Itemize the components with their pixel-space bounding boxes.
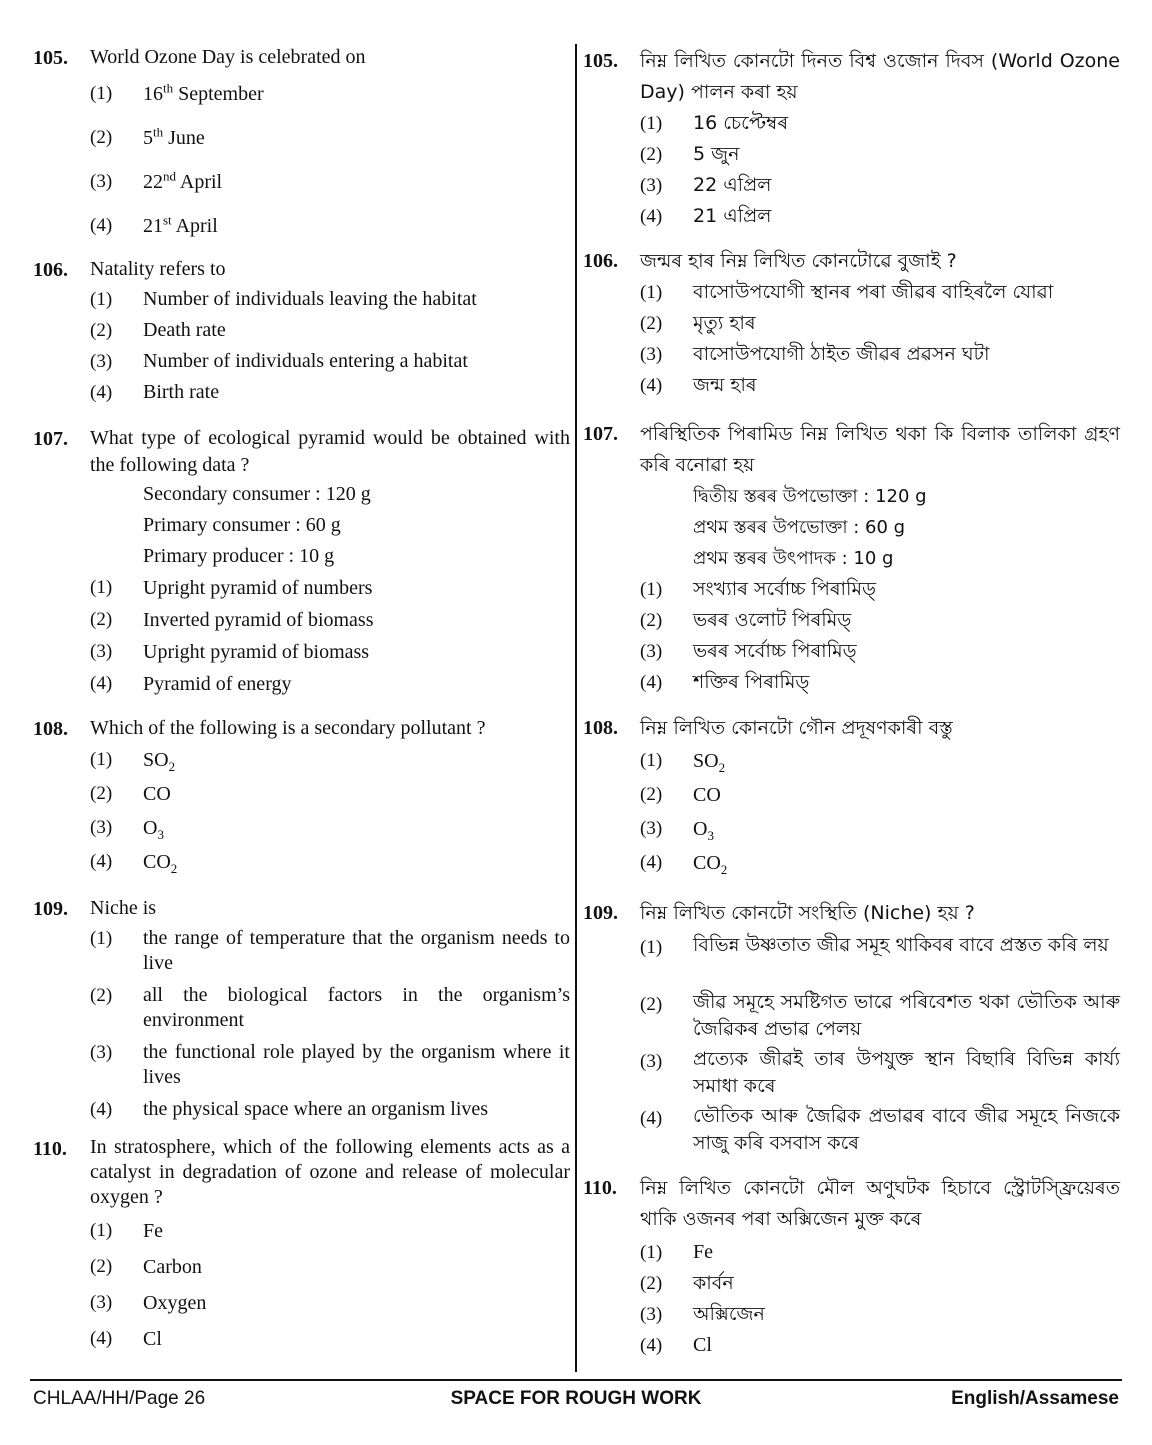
question-number: 105. <box>33 47 68 69</box>
question-number: 107. <box>33 428 68 450</box>
language-label: English/Assamese <box>951 1388 1119 1409</box>
assamese-column <box>583 44 1120 1378</box>
option: (4) জন্ম হাৰ <box>640 374 757 396</box>
question-number: 108. <box>33 718 68 740</box>
question-number: 106. <box>33 259 68 281</box>
option: (2) জীৱ সমূহে সমষ্টিগত ভাৱে পৰিবেশত থকা ভৌতিক আৰু জৈৱিকৰ প্ৰভাৱ পেলয় <box>640 991 1120 1040</box>
question-105 <box>33 44 570 248</box>
option: (3) $O_3$ <box>640 818 714 843</box>
option: (3) Number of individuals entering a habitat <box>90 350 468 372</box>
question-number: 109. <box>33 898 68 920</box>
option: (3) Oxygen <box>90 1292 207 1314</box>
question-text: World Ozone Day is celebrated on <box>90 46 366 68</box>
option: (4) ভৌতিক আৰু জৈৱিক প্ৰভাৱৰ বাবে জীৱ সমূহে নিজকে সাজু কৰি বসবাস কৰে <box>640 1105 1120 1154</box>
data-line: Primary consumer : 60 g <box>143 514 341 536</box>
option: (4) $CO_2$ <box>90 851 178 876</box>
question-text: নিম্ন লিখিত কোনটো দিনত বিশ্ব ওজোন দিবস (World Ozone Day) পালন কৰা হয় <box>640 50 1120 103</box>
option: (1) সংখ্যাৰ সৰ্বোচ্চ পিৰামিড্ <box>640 578 877 600</box>
question-107-assamese <box>583 419 1120 698</box>
option: (2) Carbon <box>90 1256 202 1278</box>
option: (1) 16th September <box>90 80 264 105</box>
option: (2) 5th June <box>90 124 205 149</box>
option: (1) $SO_2$ <box>90 749 176 774</box>
question-108-assamese <box>583 713 1120 880</box>
question-number: 105. <box>583 50 618 72</box>
data-line: প্ৰথম স্তৰৰ উপভোক্তা : 60 g <box>693 517 906 538</box>
option: (1) $SO_2$ <box>640 750 726 775</box>
question-text: নিম্ন লিখিত কোনটো মৌল অণুঘটক হিচাবে স্ট্ৰোটস্ফ্ৰিয়েৰত থাকি ওজনৰ পৰা অক্সিজেন মুক্ত কৰে <box>640 1177 1120 1230</box>
option: (1) Number of individuals leaving the habitat <box>90 288 477 310</box>
question-text: Natality refers to <box>90 258 226 280</box>
english-column <box>33 44 570 1374</box>
question-108 <box>33 715 570 879</box>
question-107 <box>33 425 570 700</box>
option: (1) Fe <box>640 1241 713 1263</box>
option: (2) CO <box>90 783 171 805</box>
footer-rule <box>30 1379 1122 1381</box>
option: (2) ভৰৰ ওলোট পিৰমিড্ <box>640 609 852 631</box>
option: (3) the functional role played by the organism where it lives <box>90 1041 570 1088</box>
option: (3) অক্সিজেন <box>640 1303 765 1325</box>
option: (3) Upright pyramid of biomass <box>90 641 370 663</box>
question-text: What type of ecological pyramid would be obtained with the following data ? <box>90 427 570 476</box>
option: (3) 22 এপ্ৰিল <box>640 174 772 196</box>
option: (1) 16 চেপ্টেম্বৰ <box>640 112 789 134</box>
option: (3) $O_3$ <box>90 817 164 842</box>
question-number: 110. <box>583 1177 617 1199</box>
option: (2) 5 জুন <box>640 143 740 165</box>
option: (1) বিভিন্ন উষ্ণতাত জীৱ সমূহ থাকিবৰ বাবে প্ৰস্তত কৰি লয় <box>640 934 1109 958</box>
option: (4) 21st April <box>90 212 218 237</box>
option: (2) মৃত্যু হাৰ <box>640 312 756 334</box>
question-110-assamese <box>583 1173 1120 1361</box>
option: (4) 21 এপ্ৰিল <box>640 205 772 227</box>
option: (2) all the biological factors in the organism’s environment <box>90 984 570 1031</box>
option: (3) ভৰৰ সৰ্বোচ্চ পিৰামিড্ <box>640 640 857 662</box>
option: (2) কাৰ্বন <box>640 1272 734 1294</box>
option: (3) প্ৰত্যেক জীৱই তাৰ উপযুক্ত স্থান বিছাৰি বিভিন্ন কাৰ্য্য সমাধা কৰে <box>640 1048 1120 1097</box>
question-105-assamese <box>583 44 1120 232</box>
question-109 <box>33 895 570 1126</box>
option: (2) Death rate <box>90 319 226 341</box>
question-number: 110. <box>33 1138 67 1160</box>
data-line: Primary producer : 10 g <box>143 545 335 567</box>
option: (1) বাসোউপযোগী স্থানৰ পৰা জীৱৰ বাহিৰলৈ যোৱা <box>640 281 1054 303</box>
option: (3) বাসোউপযোগী ঠাইত জীৱৰ প্ৰৱসন ঘটা <box>640 343 990 365</box>
question-text: নিম্ন লিখিত কোনটো গৌন প্ৰদূষণকাৰী বস্তু <box>640 717 953 739</box>
question-106-assamese <box>583 246 1120 401</box>
option: (4) Cl <box>640 1334 712 1356</box>
data-line: Secondary consumer : 120 g <box>143 483 371 505</box>
question-text: জন্মৰ হাৰ নিম্ন লিখিত কোনটোৱে বুজাই ? <box>640 250 957 272</box>
column-divider <box>575 44 577 1372</box>
option: (4) Cl <box>90 1328 162 1350</box>
question-text: পৰিস্থিতিক পিৰামিড নিম্ন লিখিত থকা কি বিলাক তালিকা গ্ৰহণ কৰি বনোৱা হয় <box>640 423 1120 476</box>
option: (4) Birth rate <box>90 381 220 403</box>
option: (4) Pyramid of energy <box>90 673 292 695</box>
option: (4) শক্তিৰ পিৰামিড্ <box>640 671 810 693</box>
option: (2) Inverted pyramid of biomass <box>90 609 374 631</box>
question-number: 109. <box>583 902 618 924</box>
data-line: দ্বিতীয় স্তৰৰ উপভোক্তা : 120 g <box>693 486 927 507</box>
option: (1) Upright pyramid of numbers <box>90 577 373 599</box>
option: (4) $CO_2$ <box>640 852 728 877</box>
option: (3) 22nd April <box>90 168 223 193</box>
question-text: Niche is <box>90 897 157 919</box>
question-number: 107. <box>583 423 618 445</box>
question-106 <box>33 256 570 408</box>
option: (4) the physical space where an organism lives <box>90 1098 489 1120</box>
option: (2) CO <box>640 784 721 806</box>
question-number: 108. <box>583 717 618 739</box>
question-109-assamese <box>583 898 1120 1157</box>
question-number: 106. <box>583 250 618 272</box>
question-110 <box>33 1135 570 1357</box>
option: (1) Fe <box>90 1220 163 1242</box>
option: (1) the range of temperature that the organism needs to live <box>90 927 570 974</box>
rough-work-note: SPACE FOR ROUGH WORK <box>450 1388 702 1409</box>
question-text: নিম্ন লিখিত কোনটো সংস্থিতি (Niche) হয় ? <box>640 902 975 924</box>
data-line: প্ৰথম স্তৰৰ উৎপাদক : 10 g <box>693 548 894 569</box>
question-text: Which of the following is a secondary pollutant ? <box>90 717 486 739</box>
question-text: In stratosphere, which of the following elements acts as a catalyst in degradation of ozone and release of molecular oxygen ? <box>90 1136 570 1208</box>
page-code: CHLAA/HH/Page 26 <box>33 1388 206 1409</box>
